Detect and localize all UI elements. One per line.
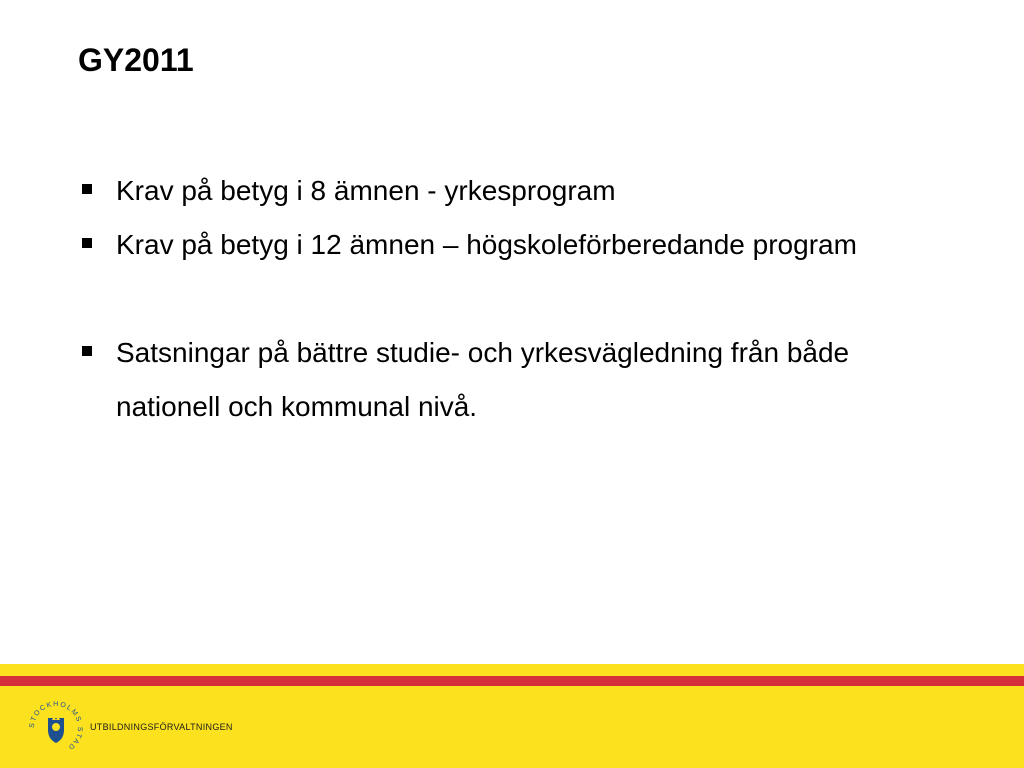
footer-band	[0, 664, 1024, 768]
bullet-text: Krav på betyg i 12 ämnen – högskoleförberedande program	[116, 229, 857, 260]
square-bullet-icon	[82, 346, 92, 356]
organization-name: UTBILDNINGSFÖRVALTNINGEN	[90, 722, 233, 732]
bullet-text: Satsningar på bättre studie- och yrkesvägledning från både nationell och kommunal nivå.	[116, 337, 850, 422]
footer-red-stripe	[0, 676, 1024, 686]
slide-title: GY2011	[78, 42, 194, 78]
bullet-item	[78, 326, 958, 434]
bullet-text: Krav på betyg i 8 ämnen - yrkesprogram	[116, 175, 616, 206]
bullet-list	[78, 164, 958, 434]
bullet-item	[78, 164, 958, 218]
square-bullet-icon	[82, 238, 92, 248]
bullet-item	[78, 218, 958, 272]
logo-ring-text: STOCKHOLMS STAD	[28, 700, 84, 752]
stockholm-city-logo-icon	[26, 698, 86, 758]
square-bullet-icon	[82, 184, 92, 194]
